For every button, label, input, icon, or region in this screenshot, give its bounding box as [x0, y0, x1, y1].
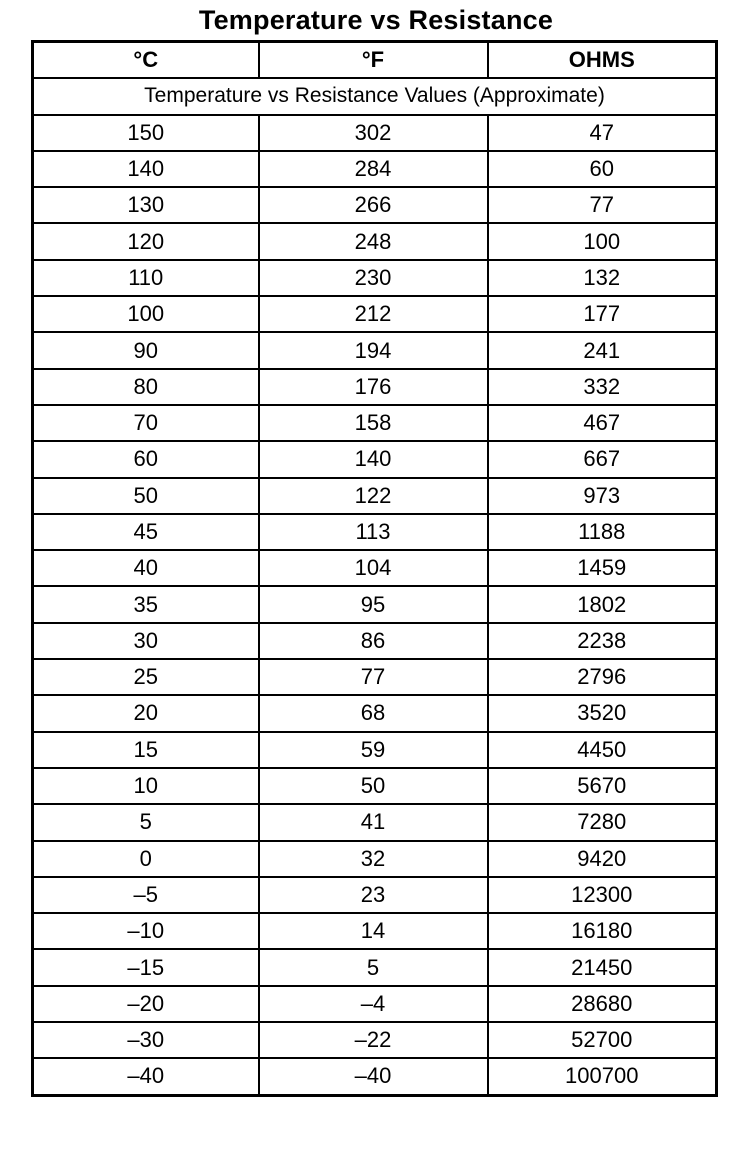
table-row	[33, 223, 717, 259]
cell-celsius: –10	[33, 913, 259, 949]
header-fahrenheit: °F	[259, 42, 488, 79]
cell-fahrenheit: 266	[259, 187, 488, 223]
cell-celsius: –20	[33, 986, 259, 1022]
table-subtitle: Temperature vs Resistance Values (Approximate)	[33, 78, 717, 114]
cell-celsius: –30	[33, 1022, 259, 1058]
cell-ohms: 1459	[488, 550, 717, 586]
cell-fahrenheit: 284	[259, 151, 488, 187]
table-row	[33, 695, 717, 731]
cell-ohms: 28680	[488, 986, 717, 1022]
cell-fahrenheit: 248	[259, 223, 488, 259]
cell-ohms: 5670	[488, 768, 717, 804]
cell-ohms: 241	[488, 332, 717, 368]
cell-celsius: –5	[33, 877, 259, 913]
cell-ohms: 332	[488, 369, 717, 405]
cell-fahrenheit: 230	[259, 260, 488, 296]
cell-ohms: 2238	[488, 623, 717, 659]
table-row	[33, 151, 717, 187]
cell-celsius: 35	[33, 586, 259, 622]
table-title: Temperature vs Resistance	[198, 5, 554, 35]
cell-fahrenheit: 23	[259, 877, 488, 913]
cell-celsius: 5	[33, 804, 259, 840]
table-row	[33, 1058, 717, 1095]
table-row	[33, 986, 717, 1022]
table-row	[33, 623, 717, 659]
table-body	[33, 115, 717, 1096]
table-row	[33, 115, 717, 151]
cell-fahrenheit: 77	[259, 659, 488, 695]
cell-ohms: 9420	[488, 841, 717, 877]
cell-celsius: 70	[33, 405, 259, 441]
cell-ohms: 132	[488, 260, 717, 296]
cell-celsius: 130	[33, 187, 259, 223]
table-row	[33, 586, 717, 622]
table-row	[33, 949, 717, 985]
cell-fahrenheit: 302	[259, 115, 488, 151]
cell-celsius: 40	[33, 550, 259, 586]
cell-ohms: 52700	[488, 1022, 717, 1058]
cell-ohms: 12300	[488, 877, 717, 913]
temperature-resistance-table	[31, 40, 718, 1097]
table-row	[33, 514, 717, 550]
cell-celsius: 10	[33, 768, 259, 804]
cell-fahrenheit: 68	[259, 695, 488, 731]
cell-fahrenheit: 86	[259, 623, 488, 659]
table-row	[33, 260, 717, 296]
cell-celsius: –40	[33, 1058, 259, 1095]
cell-fahrenheit: –22	[259, 1022, 488, 1058]
cell-celsius: 60	[33, 441, 259, 477]
cell-ohms: 1802	[488, 586, 717, 622]
subtitle-row	[33, 78, 717, 114]
cell-fahrenheit: 41	[259, 804, 488, 840]
cell-celsius: 25	[33, 659, 259, 695]
table-row	[33, 550, 717, 586]
cell-celsius: 0	[33, 841, 259, 877]
cell-celsius: 90	[33, 332, 259, 368]
cell-celsius: 150	[33, 115, 259, 151]
table-row	[33, 768, 717, 804]
header-row	[33, 42, 717, 79]
cell-fahrenheit: 95	[259, 586, 488, 622]
table-row	[33, 187, 717, 223]
cell-fahrenheit: 176	[259, 369, 488, 405]
table-row	[33, 478, 717, 514]
table-row	[33, 732, 717, 768]
cell-fahrenheit: 194	[259, 332, 488, 368]
cell-fahrenheit: –40	[259, 1058, 488, 1095]
cell-ohms: 3520	[488, 695, 717, 731]
cell-ohms: 467	[488, 405, 717, 441]
cell-celsius: 100	[33, 296, 259, 332]
table-row	[33, 1022, 717, 1058]
cell-ohms: 47	[488, 115, 717, 151]
cell-ohms: 973	[488, 478, 717, 514]
cell-fahrenheit: 140	[259, 441, 488, 477]
cell-ohms: 1188	[488, 514, 717, 550]
cell-fahrenheit: 158	[259, 405, 488, 441]
cell-ohms: 100700	[488, 1058, 717, 1095]
table-row	[33, 913, 717, 949]
cell-celsius: 20	[33, 695, 259, 731]
header-celsius: °C	[33, 42, 259, 79]
cell-ohms: 21450	[488, 949, 717, 985]
table-row	[33, 369, 717, 405]
table-row	[33, 659, 717, 695]
cell-fahrenheit: 122	[259, 478, 488, 514]
cell-ohms: 100	[488, 223, 717, 259]
table-row	[33, 841, 717, 877]
cell-fahrenheit: 50	[259, 768, 488, 804]
cell-ohms: 667	[488, 441, 717, 477]
cell-fahrenheit: –4	[259, 986, 488, 1022]
table-row	[33, 296, 717, 332]
cell-ohms: 60	[488, 151, 717, 187]
cell-celsius: 140	[33, 151, 259, 187]
cell-celsius: 50	[33, 478, 259, 514]
cell-ohms: 16180	[488, 913, 717, 949]
cell-ohms: 77	[488, 187, 717, 223]
cell-celsius: 15	[33, 732, 259, 768]
cell-celsius: 30	[33, 623, 259, 659]
cell-fahrenheit: 14	[259, 913, 488, 949]
cell-celsius: 80	[33, 369, 259, 405]
header-ohms: OHMS	[488, 42, 717, 79]
cell-fahrenheit: 104	[259, 550, 488, 586]
cell-celsius: 120	[33, 223, 259, 259]
cell-fahrenheit: 32	[259, 841, 488, 877]
cell-ohms: 7280	[488, 804, 717, 840]
table-row	[33, 441, 717, 477]
cell-fahrenheit: 212	[259, 296, 488, 332]
cell-fahrenheit: 113	[259, 514, 488, 550]
table-row	[33, 804, 717, 840]
table-row	[33, 877, 717, 913]
table-row	[33, 405, 717, 441]
cell-fahrenheit: 5	[259, 949, 488, 985]
table-row	[33, 332, 717, 368]
cell-ohms: 177	[488, 296, 717, 332]
cell-celsius: –15	[33, 949, 259, 985]
cell-ohms: 4450	[488, 732, 717, 768]
cell-fahrenheit: 59	[259, 732, 488, 768]
cell-ohms: 2796	[488, 659, 717, 695]
cell-celsius: 45	[33, 514, 259, 550]
cell-celsius: 110	[33, 260, 259, 296]
